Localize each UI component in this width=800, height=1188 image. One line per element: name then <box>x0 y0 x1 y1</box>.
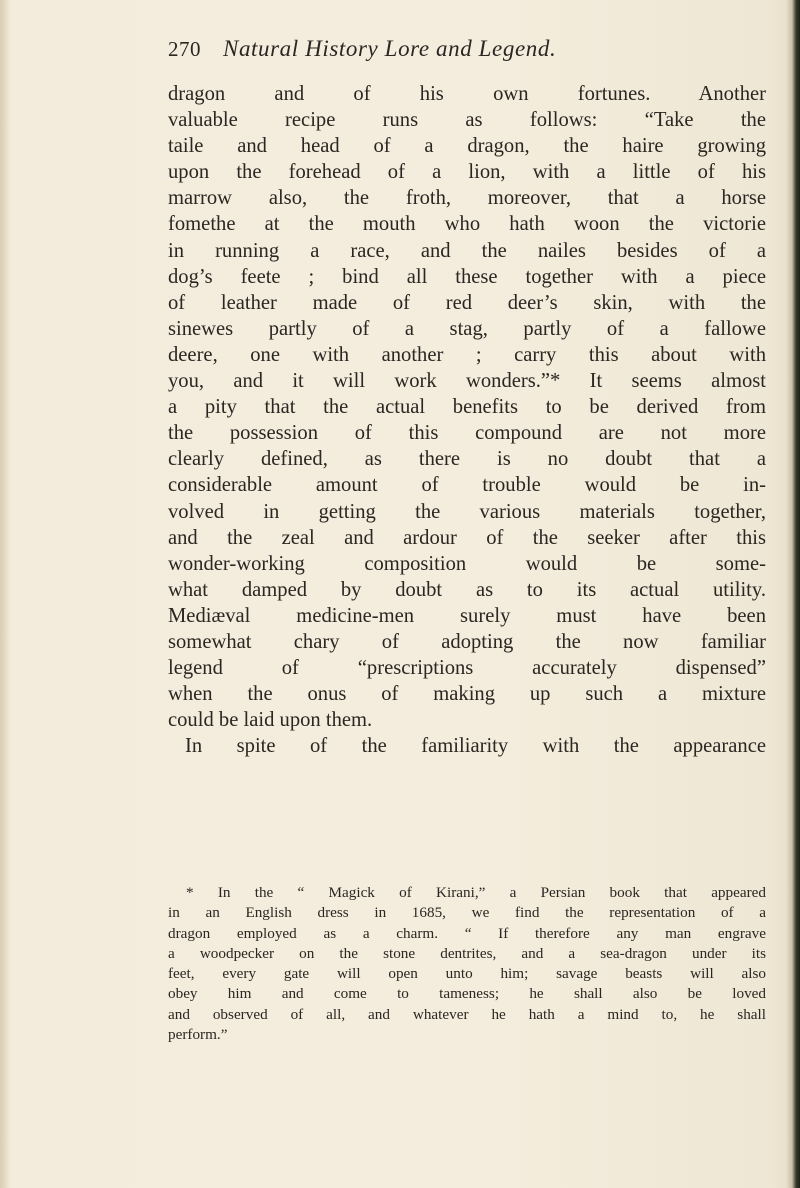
body-line: considerable amount of trouble would be in- <box>168 474 766 497</box>
body-line: Mediæval medicine-men surely must have been <box>168 604 766 627</box>
body-line: a pity that the actual benefits to be derived from <box>168 396 766 419</box>
footnote-line: dragon employed as a charm. “ If therefore any man engrave <box>168 924 766 942</box>
body-line: valuable recipe runs as follows: “Take the <box>168 109 766 132</box>
footnote-line: perform.” <box>168 1026 228 1044</box>
footnote-line: in an English dress in 1685, we find the representation of a <box>168 904 766 922</box>
page-number: 270 <box>168 37 201 61</box>
body-line: deere, one with another ; carry this about with <box>168 343 766 366</box>
body-line: taile and head of a dragon, the haire growing <box>168 135 766 158</box>
body-line: could be laid upon them. <box>168 709 373 732</box>
body-line: you, and it will work wonders.”* It seems almost <box>168 370 766 393</box>
footnote-line: * In the “ Magick of Kirani,” a Persian book that appeared <box>186 884 766 901</box>
body-line: clearly defined, as there is no doubt that a <box>168 448 766 471</box>
body-line: volved in getting the various materials together, <box>168 500 766 523</box>
page-edge-shadow <box>786 0 800 1188</box>
body-line: what damped by doubt as to its actual utility. <box>168 578 766 601</box>
body-line: and the zeal and ardour of the seeker after this <box>168 526 766 549</box>
body-line: of leather made of red deer’s skin, with the <box>168 291 766 314</box>
body-line: when the onus of making up such a mixture <box>168 683 766 706</box>
body-line: legend of “prescriptions accurately dispensed” <box>168 657 766 680</box>
page-gutter-shadow <box>0 0 10 1188</box>
footnote <box>168 883 766 1045</box>
body-line: fomethe at the mouth who hath woon the victorie <box>168 213 766 236</box>
footnote-line: a woodpecker on the stone dentrites, and a sea-dragon under its <box>168 944 766 962</box>
body-line: upon the forehead of a lion, with a little of his <box>168 161 766 184</box>
footnote-line: and observed of all, and whatever he hath a mind to, he shall <box>168 1005 766 1023</box>
body-line: In spite of the familiarity with the appearance <box>185 735 766 758</box>
page-header <box>168 36 556 70</box>
body-line: in running a race, and the nailes besides of a <box>168 239 766 262</box>
footnote-line: feet, every gate will open unto him; savage beasts will also <box>168 965 766 983</box>
body-text <box>168 81 766 759</box>
body-line: marrow also, the froth, moreover, that a horse <box>168 187 766 210</box>
body-line: somewhat chary of adopting the now familiar <box>168 630 766 653</box>
body-line: dog’s feete ; bind all these together with a piece <box>168 265 766 288</box>
running-title: Natural History Lore and Legend. <box>223 36 557 61</box>
footnote-line: obey him and come to tameness; he shall also be loved <box>168 985 766 1003</box>
body-line: sinewes partly of a stag, partly of a fallowe <box>168 317 766 340</box>
body-line: the possession of this compound are not more <box>168 422 766 445</box>
body-line: dragon and of his own fortunes. Another <box>168 83 766 105</box>
body-line: wonder-working composition would be some- <box>168 552 766 575</box>
